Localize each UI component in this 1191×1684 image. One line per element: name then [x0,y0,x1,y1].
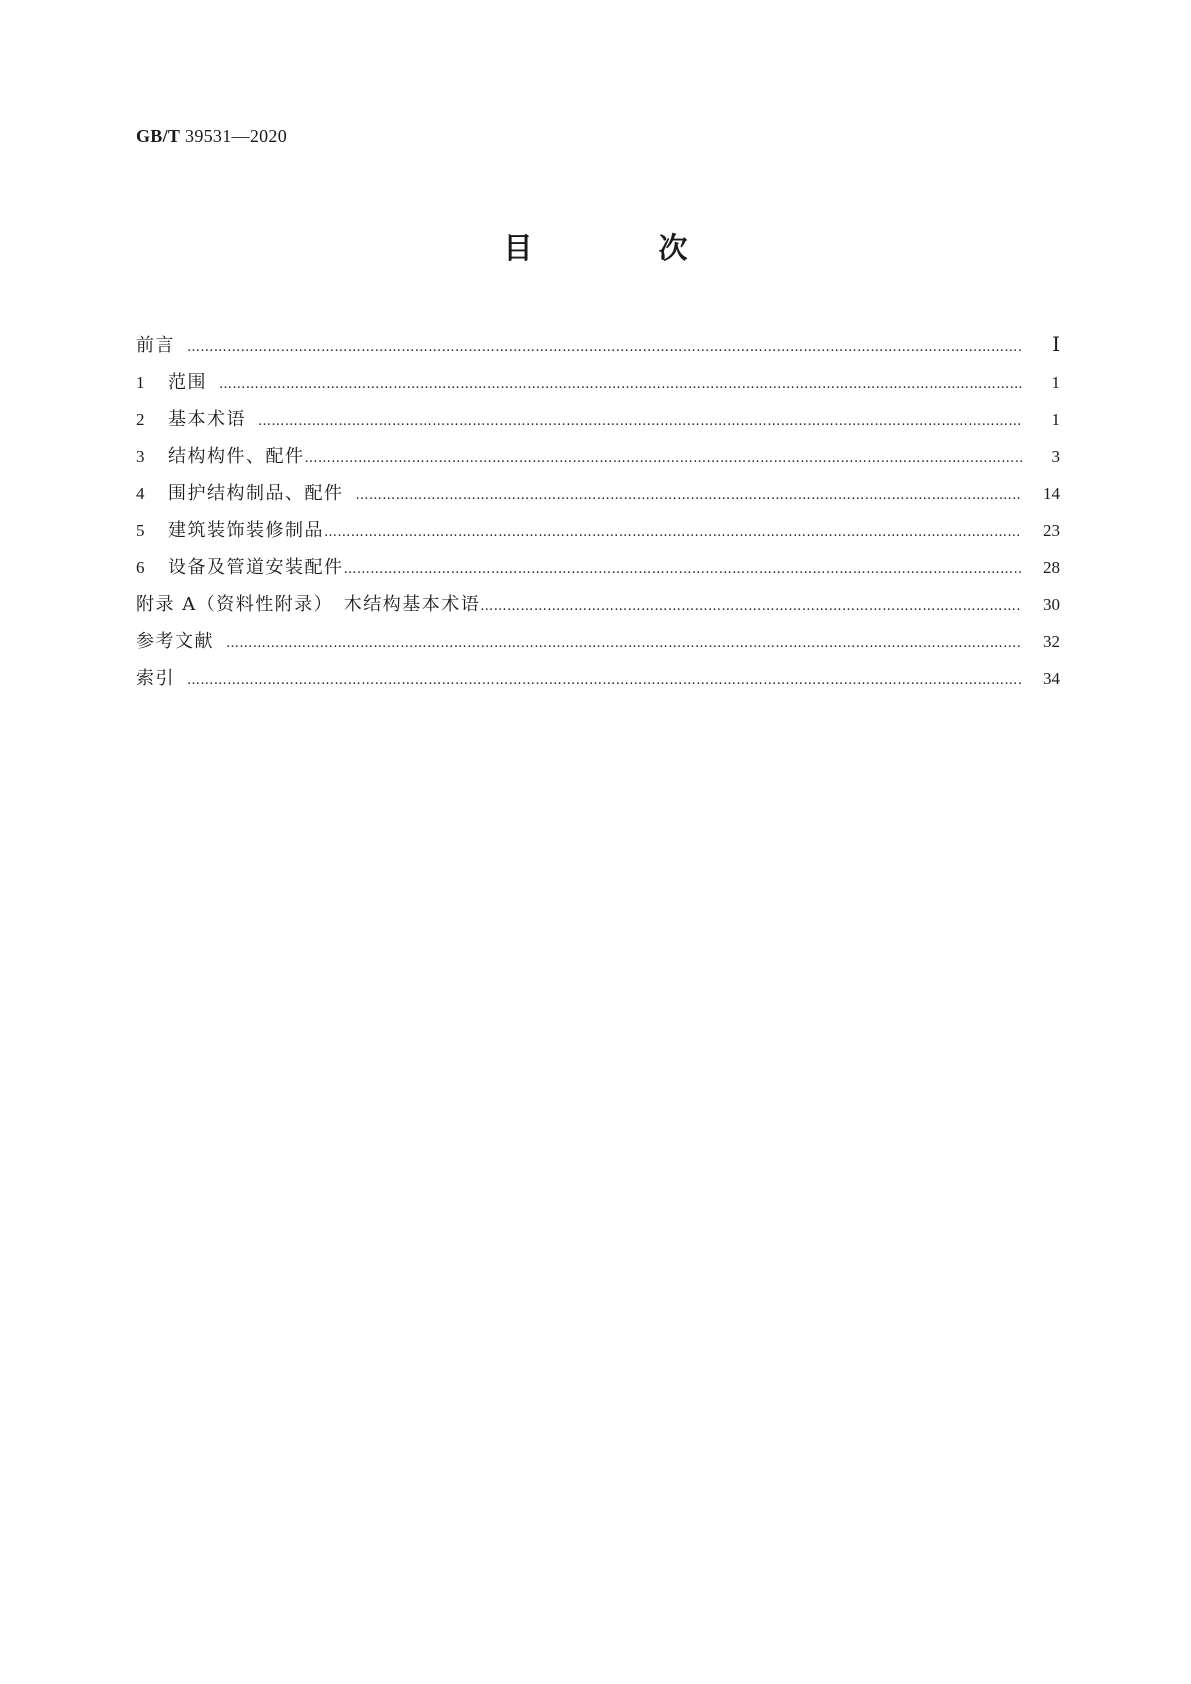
toc-entry-equipment-fittings[interactable] [136,549,1060,586]
toc-entry-title: 设备及管道安装配件 [168,557,344,578]
toc-entry-references[interactable] [136,623,1060,660]
toc-leader-dots [258,403,1022,440]
toc-entry-page: Ⅰ [1052,334,1060,356]
toc-entry-number: 6 [136,558,145,577]
toc-entry-scope[interactable] [136,364,1060,401]
toc-entry-decoration-products[interactable] [136,512,1060,549]
toc-entry-page: 30 [1043,595,1060,614]
standard-prefix: GB/T [136,126,181,146]
toc-entry-page: 1 [1051,410,1060,429]
toc-entry-foreword[interactable] [136,327,1060,364]
standard-number: 39531—2020 [185,126,288,146]
toc-entry-number: 5 [136,521,145,540]
toc-entry-number: 2 [136,410,145,429]
page-title: 目 次 [503,231,746,265]
toc-entry-page: 3 [1051,447,1060,466]
toc-entry-appendix-a[interactable] [136,586,1060,623]
toc-leader-dots [356,477,1023,514]
toc-entry-number: 4 [136,484,145,503]
toc-entry-basic-terms[interactable] [136,401,1060,438]
toc-entry-page: 1 [1051,373,1060,392]
toc-entry-title: 索引 [136,668,175,689]
toc-leader-dots [344,551,1023,588]
toc-leader-dots [305,440,1023,477]
toc-leader-dots [187,329,1022,366]
toc-leader-dots [226,625,1022,662]
toc-entry-structural-members[interactable] [136,438,1060,475]
toc-leader-dots [219,366,1022,403]
toc-entry-number: 1 [136,373,145,392]
toc-entry-page: 34 [1043,669,1060,688]
toc-leader-dots [480,588,1022,625]
toc-entry-page: 32 [1043,632,1060,651]
standard-code [136,126,287,147]
toc-entry-page: 28 [1043,558,1060,577]
table-of-contents [136,327,1060,697]
toc-entry-title: 基本术语 [168,409,246,430]
toc-entry-title: 建筑装饰装修制品 [168,520,324,541]
toc-leader-dots [324,514,1022,551]
toc-entry-page: 14 [1043,484,1060,503]
toc-entry-title: 结构构件、配件 [168,446,305,467]
toc-entry-index[interactable] [136,660,1060,697]
toc-leader-dots [187,662,1022,699]
toc-entry-title: 围护结构制品、配件 [168,483,344,504]
toc-entry-title: 前言 [136,335,175,356]
toc-entry-number: 3 [136,447,145,466]
toc-entry-title: 参考文献 [136,631,214,652]
toc-entry-title: 附录 A（资料性附录） 木结构基本术语 [136,594,481,615]
toc-entry-title: 范围 [168,372,207,393]
toc-entry-envelope-products[interactable] [136,475,1060,512]
toc-entry-page: 23 [1043,521,1060,540]
